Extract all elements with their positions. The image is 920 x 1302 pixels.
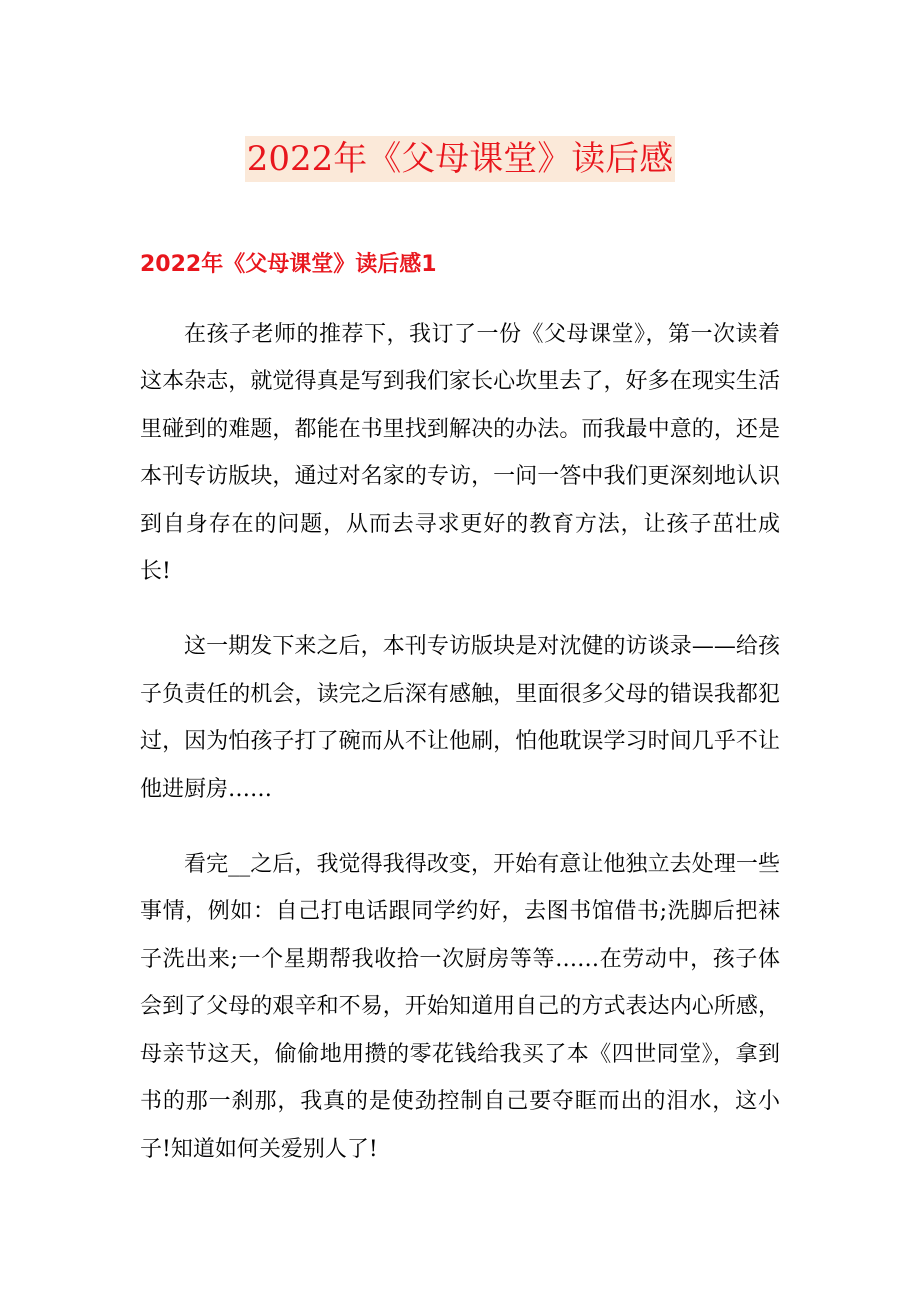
paragraph-1: 在孩子老师的推荐下，我订了一份《父母课堂》，第一次读着这本杂志，就觉得真是写到我们家长心坎里去了，好多在现实生活里碰到的难题，都能在书里找到解决的办法。而我最中意的，还是本刊专访版块，通过对名家的专访，一问一答中我们更深刻地认识到自身存在的问题，从而去寻求更好的教育方法，让孩子茁壮成长! [140, 322, 780, 585]
document-body [140, 311, 780, 1201]
document-title: 2022年《父母课堂》读后感 [245, 136, 676, 182]
title-container [0, 136, 920, 182]
paragraph-3: 看完__之后，我觉得我得改变，开始有意让他独立去处理一些事情，例如：自己打电话跟同学约好，去图书馆借书;洗脚后把袜子洗出来;一个星期帮我收拾一次厨房等等……在劳动中，孩子体会到了父母的艰辛和不易，开始知道用自己的方式表达内心所感，母亲节这天，偷偷地用攒的零花钱给我买了本《四世同堂》，拿到书的那一刹那，我真的是使劲控制自己要夺眶而出的泪水，这小子!知道如何关爱别人了! [140, 852, 780, 1162]
section-heading: 2022年《父母课堂》读后感1 [140, 252, 437, 277]
paragraph-2: 这一期发下来之后，本刊专访版块是对沈健的访谈录——给孩子负责任的机会，读完之后深有感触，里面很多父母的错误我都犯过，因为怕孩子打了碗而从不让他刷，怕他耽误学习时间几乎不让他进厨房…… [140, 634, 780, 802]
